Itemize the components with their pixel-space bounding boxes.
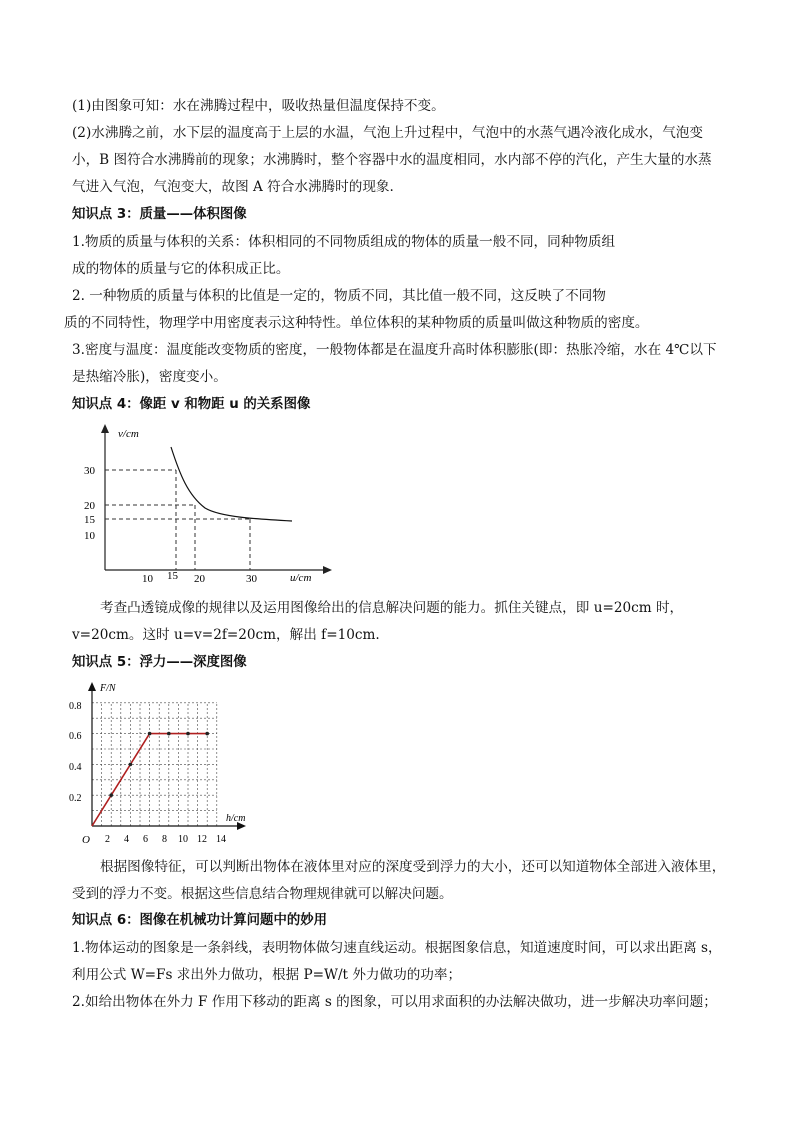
- para-2b: 小，B 图符合水沸腾前的现象；水沸腾时，整个容器中水的温度相同，水内部不停的汽化，产生大量的水蒸: [72, 152, 712, 168]
- k5-heading: 知识点 5：浮力——深度图像: [72, 655, 247, 670]
- curve: [171, 447, 292, 521]
- x-tick-8: 8: [162, 834, 167, 845]
- y-axis-arrow: [88, 682, 96, 691]
- x-tick-2: 2: [105, 834, 110, 845]
- lens-image-distance-chart: [80, 420, 340, 590]
- y-tick-10: 10: [84, 530, 95, 542]
- k6-heading: 知识点 6：图像在机械功计算问题中的妙用: [72, 913, 328, 928]
- data-point: [186, 732, 190, 736]
- y-axis-label: v/cm: [118, 428, 139, 440]
- guide-lines: [105, 470, 250, 570]
- x-tick-12: 12: [197, 834, 207, 845]
- k4-desc-a: 考查凸透镜成像的规律以及运用图像给出的信息解决问题的能力。抓住关键点，即 u=20cm 时，: [100, 600, 684, 616]
- x-axis-label: h/cm: [226, 813, 246, 824]
- k3-line-3a: 3.密度与温度：温度能改变物质的密度，一般物体都是在温度升高时体积膨胀(即：热胀冷缩，水在 4℃以下: [72, 342, 717, 358]
- k3-line-2a: 2. 一种物质的质量与体积的比值是一定的，物质不同，其比值一般不同，这反映了不同物: [72, 288, 606, 304]
- k5-desc-a: 根据图像特征，可以判断出物体在液体里对应的深度受到浮力的大小，还可以知道物体全部进入液体里，: [100, 859, 726, 875]
- y-tick-30: 30: [84, 465, 95, 477]
- x-tick-15: 15: [167, 570, 178, 582]
- k3-line-1a: 1.物质的质量与体积的关系：体积相同的不同物质组成的物体的质量一般不同，同种物质组: [72, 234, 616, 250]
- k3-line-3b: 是热缩冷胀)，密度变小。: [72, 369, 227, 385]
- data-point: [109, 793, 113, 797]
- data-point: [205, 732, 209, 736]
- grid: [92, 703, 217, 826]
- y-tick-20: 20: [84, 500, 95, 512]
- data-point: [148, 732, 152, 736]
- origin-label: O: [82, 834, 90, 846]
- k5-desc-b: 受到的浮力不变。根据这些信息结合物理规律就可以解决问题。: [72, 886, 453, 902]
- k6-line-2: 2.如给出物体在外力 F 作用下移动的距离 s 的图象，可以用求面积的办法解决做功，进一步解决功率问题；: [72, 994, 717, 1010]
- x-axis-arrow: [323, 566, 332, 574]
- x-tick-30: 30: [246, 573, 257, 585]
- para-2a: (2)水沸腾之前，水下层的温度高于上层的水温，气泡上升过程中，气泡中的水蒸气遇冷液化成水，气泡变: [72, 125, 703, 141]
- y-tick-0.2: 0.2: [69, 793, 82, 804]
- para-1: (1)由图象可知：水在沸腾过程中，吸收热量但温度保持不变。: [72, 98, 445, 114]
- k3-heading: 知识点 3：质量——体积图像: [72, 207, 247, 222]
- k6-line-1b: 利用公式 W=Fs 求出外力做功，根据 P=W/t 外力做功的功率；: [72, 967, 462, 983]
- k3-line-1b: 成的物体的质量与它的体积成正比。: [72, 261, 290, 277]
- x-tick-14: 14: [216, 834, 226, 845]
- x-tick-20: 20: [194, 573, 205, 585]
- x-tick-labels: [105, 834, 226, 845]
- k6-line-1a: 1.物体运动的图象是一条斜线，表明物体做匀速直线运动。根据图象信息，知道速度时间，可以求出距离 s，: [72, 940, 722, 956]
- y-axis-arrow: [101, 424, 109, 433]
- y-tick-0.8: 0.8: [69, 701, 82, 712]
- para-2c: 气进入气泡，气泡变大，故图 A 符合水沸腾时的现象.: [72, 179, 394, 195]
- x-axis-label: u/cm: [290, 572, 312, 584]
- y-tick-0.6: 0.6: [69, 731, 82, 742]
- x-tick-4: 4: [124, 834, 129, 845]
- data-point: [129, 763, 133, 767]
- y-tick-15: 15: [84, 514, 95, 526]
- y-axis-label: F/N: [100, 683, 116, 694]
- y-tick-0.4: 0.4: [69, 762, 82, 773]
- x-tick-10: 10: [142, 573, 153, 585]
- data-point: [167, 732, 171, 736]
- k4-heading: 知识点 4：像距 v 和物距 u 的关系图像: [72, 397, 311, 412]
- buoyancy-depth-chart: [66, 680, 256, 850]
- x-tick-6: 6: [143, 834, 148, 845]
- k4-desc-b: v=20cm。这时 u=v=2f=20cm，解出 f=10cm.: [72, 627, 380, 643]
- k3-line-2b: 质的不同特性，物理学中用密度表示这种特性。单位体积的某种物质的质量叫做这种物质的密度。: [64, 315, 649, 331]
- x-tick-10: 10: [178, 834, 188, 845]
